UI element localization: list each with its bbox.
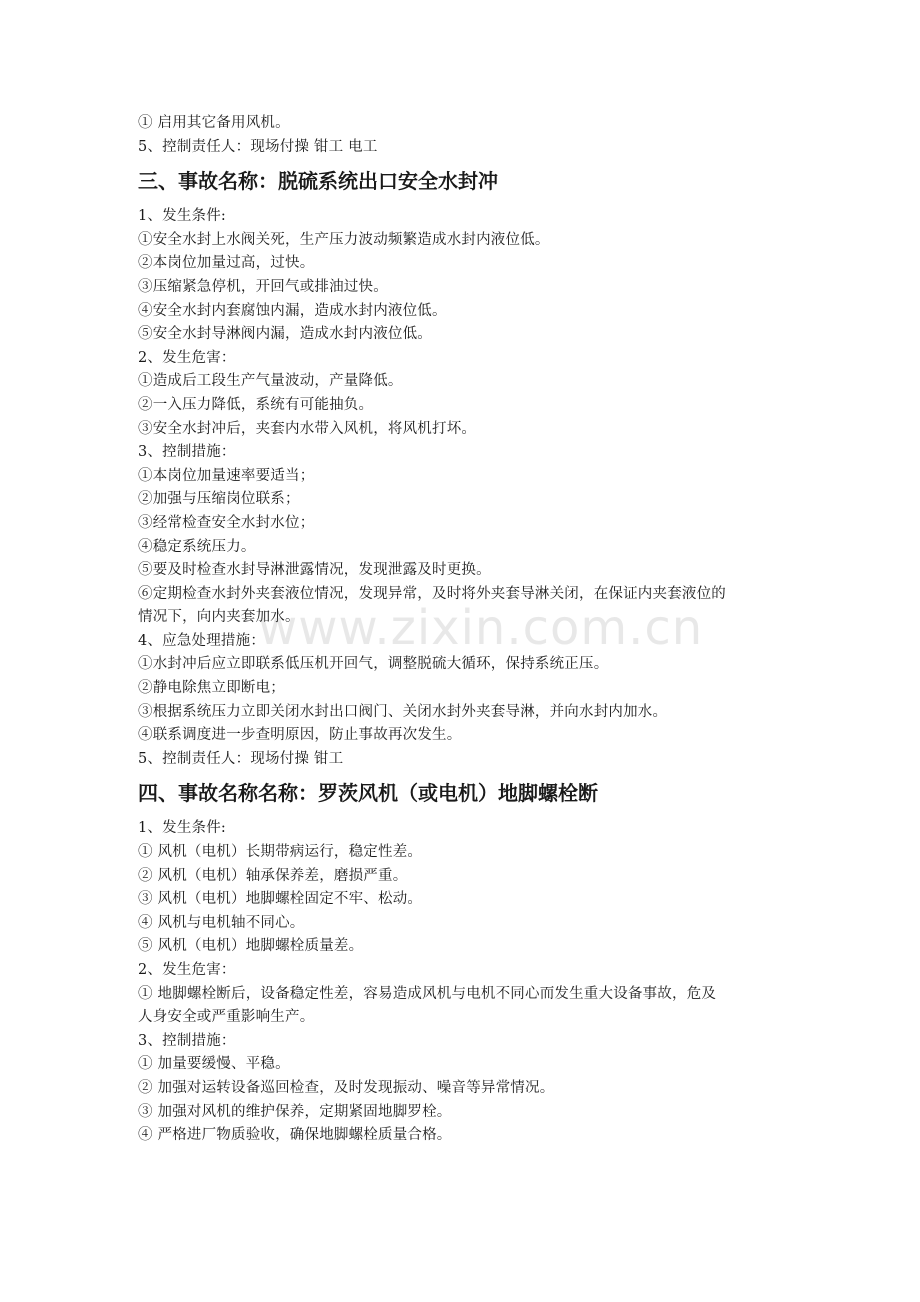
- text-line: ③根据系统压力立即关闭水封出口阀门、关闭水封外夹套导淋，并向水封内加水。: [138, 703, 668, 720]
- text-line: ①水封冲后应立即联系低压机开回气，调整脱硫大循环，保持系统正压。: [138, 656, 609, 673]
- text-line: ②静电除焦立即断电；: [138, 680, 285, 697]
- text-line: ①本岗位加量速率要适当；: [138, 467, 315, 484]
- text-line: ④安全水封内套腐蚀内漏，造成水封内液位低。: [138, 302, 447, 319]
- text-line: ①安全水封上水阀关死，生产压力波动频繁造成水封内液位低。: [138, 231, 550, 248]
- watermark-text: www.zixin.com.cn: [258, 600, 704, 656]
- text-line: 情况下，向内夹套加水。: [138, 609, 300, 626]
- text-line: ④ 风机与电机轴不同心。: [138, 914, 305, 931]
- text-line: ③ 风机（电机）地脚螺栓固定不牢、松动。: [138, 891, 423, 908]
- section-4-title: 四、事故名称名称：罗茨风机（或电机）地脚螺栓断: [138, 781, 598, 806]
- text-line: 5、控制责任人：现场付操 钳工: [138, 750, 344, 767]
- section-3: [138, 167, 788, 771]
- text-line: 3、控制措施：: [138, 444, 236, 461]
- text-line: ⑥定期检查水封外夹套液位情况，发现异常，及时将外夹套导淋关闭，在保证内夹套液位的: [138, 585, 726, 602]
- top-continuation: [138, 112, 788, 159]
- section-4: [138, 779, 788, 1147]
- text-line: ① 启用其它备用风机。: [138, 115, 290, 131]
- text-line: 2、发生危害：: [138, 962, 236, 978]
- text-line: 3、控制措施：: [138, 1032, 236, 1049]
- text-line: ③安全水封冲后，夹套内水带入风机，将风机打坏。: [138, 420, 477, 437]
- text-line: 2、发生危害：: [138, 349, 236, 366]
- text-line: ② 加强对运转设备巡回检查，及时发现振动、噪音等异常情况。: [138, 1079, 555, 1096]
- section-3-title: 三、事故名称：脱硫系统出口安全水封冲: [138, 169, 498, 194]
- text-line: ⑤ 风机（电机）地脚螺栓质量差。: [138, 938, 364, 955]
- text-line: ⑤安全水封导淋阀内漏，造成水封内液位低。: [138, 326, 432, 343]
- text-line: ④联系调度进一步查明原因，防止事故再次发生。: [138, 727, 462, 744]
- text-line: 5、控制责任人：现场付操 钳工 电工: [138, 138, 378, 155]
- text-line: ②本岗位加量过高，过快。: [138, 255, 315, 272]
- text-line: ⑤要及时检查水封导淋泄露情况，发现泄露及时更换。: [138, 562, 491, 579]
- text-line: 人身安全或严重影响生产。: [138, 1009, 315, 1026]
- text-line: 1、发生条件:: [138, 208, 227, 225]
- text-line: 1、发生条件:: [138, 820, 227, 837]
- text-line: ① 地脚螺栓断后，设备稳定性差，容易造成风机与电机不同心而发生重大设备事故，危及: [138, 985, 717, 1002]
- text-line: 4、应急处理措施：: [138, 632, 266, 649]
- text-line: ② 风机（电机）轴承保养差，磨损严重。: [138, 867, 408, 884]
- text-line: ④稳定系统压力。: [138, 538, 256, 555]
- text-line: ① 加量要缓慢、平稳。: [138, 1056, 290, 1073]
- text-line: ④ 严格进厂物质验收，确保地脚螺栓质量合格。: [138, 1127, 452, 1144]
- document-body: [138, 112, 788, 1148]
- text-line: ③经常检查安全水封水位；: [138, 514, 315, 531]
- text-line: ②加强与压缩岗位联系；: [138, 491, 300, 508]
- text-line: ③ 加强对风机的维护保养，定期紧固地脚罗栓。: [138, 1103, 452, 1120]
- text-line: ① 风机（电机）长期带病运行，稳定性差。: [138, 844, 423, 861]
- text-line: ③压缩紧急停机，开回气或排油过快。: [138, 278, 388, 295]
- text-line: ②一入压力降低，系统有可能抽负。: [138, 396, 374, 413]
- text-line: ①造成后工段生产气量波动，产量降低。: [138, 373, 403, 390]
